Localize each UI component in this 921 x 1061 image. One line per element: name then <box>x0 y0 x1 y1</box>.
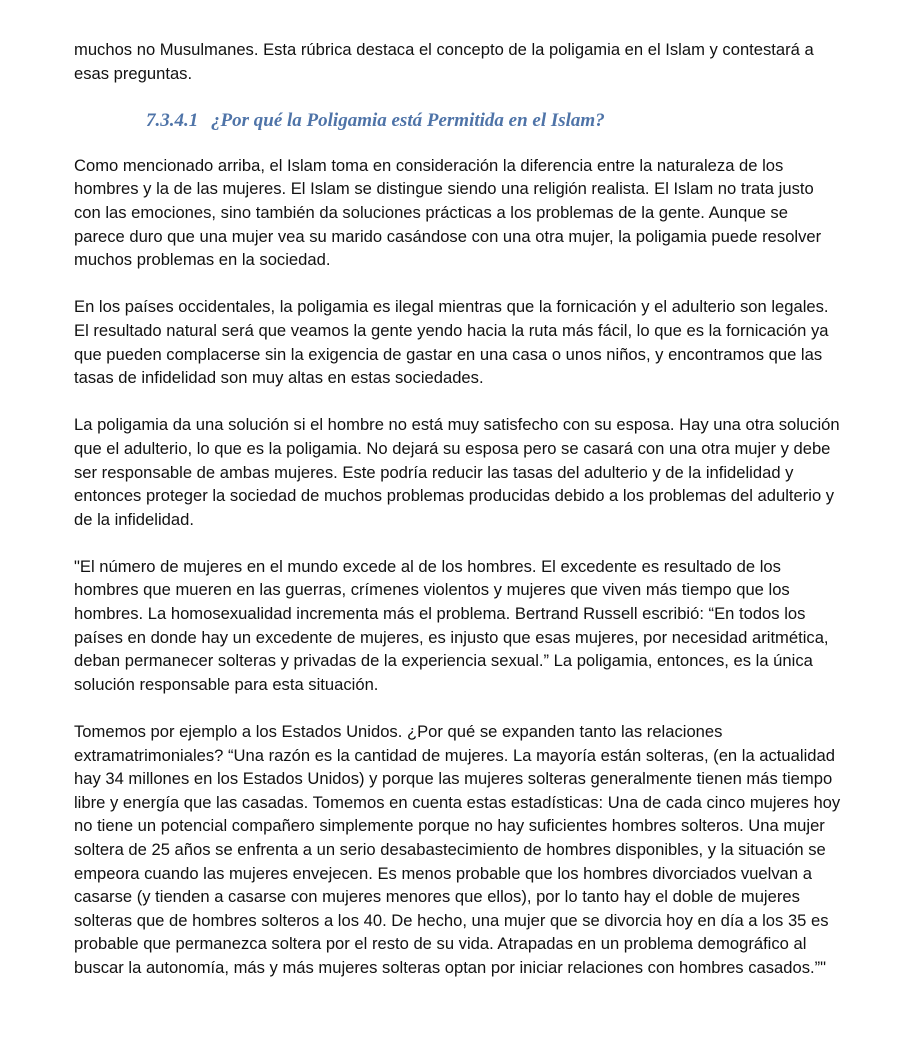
section-title: ¿Por qué la Poligamia está Permitida en el Islam? <box>211 109 605 131</box>
paragraph-3: La poligamia da una solución si el hombre no está muy satisfecho con su esposa. Hay una otra solución que el adulterio, lo que es la poligamia. No dejará su esposa pero se casará con una otra mujer y debe ser responsable de ambas mujeres. Este podría reducir las tasas del adulterio y de la infidelidad y entonces proteger la sociedad de muchos problemas producidas debido a los problemas del adulterio y de la infidelidad. <box>74 415 840 529</box>
section-heading <box>146 109 842 133</box>
intro-paragraph: muchos no Musulmanes. Esta rúbrica destaca el concepto de la poligamia en el Islam y contestará a esas preguntas. <box>74 40 814 83</box>
paragraph-2: En los países occidentales, la poligamia es ilegal mientras que la fornicación y el adulterio son legales. El resultado natural será que veamos la gente yendo hacia la ruta más fácil, lo que es la fornicación ya que pueden complacerse sin la exigencia de gastar en una casa o unos niños, y encontramos que las tasas de infidelidad son muy altas en estas sociedades. <box>74 297 829 388</box>
paragraph-1: Como mencionado arriba, el Islam toma en consideración la diferencia entre la naturaleza de los hombres y la de las mujeres. El Islam se distingue siendo una religión realista. El Islam no trata justo con las emociones, sino también da soluciones prácticas a los problemas de la gente. Aunque se parece duro que una mujer vea su marido casándose con una otra mujer, la poligamia puede resolver muchos problemas en la sociedad. <box>74 155 822 270</box>
paragraph-4: "El número de mujeres en el mundo excede al de los hombres. El excedente es resultado de los hombres que mueren en las guerras, crímenes violentos y mujeres que viven más tiempo que los hombres. La homosexualidad incrementa más el problema. Bertrand Russell escribió: “En todos los países en donde hay un excedente de mujeres, es injusto que esas mujeres, por necesidad aritmética, deban permanecer solteras y privadas de la experiencia sexual.” La poligamia, entonces, es la única solución responsable para esta situación. <box>74 556 829 694</box>
paragraph-5: Tomemos por ejemplo a los Estados Unidos. ¿Por qué se expanden tanto las relaciones extramatrimoniales? “Una razón es la cantidad de mujeres. La mayoría están solteras, (en la actualidad hay 34 millones en los Estados Unidos) y porque las mujeres solteras generalmente tienen más tiempo libre y energía que las casadas. Tomemos en cuenta estas estadísticas: Una de cada cinco mujeres hoy no tiene un potencial compañero simplemente porque no hay suficientes hombres solteros. Una mujer soltera de 25 años se enfrenta a un serio desabastecimiento de hombres disponibles, y la situación se empeora cuando las mujeres envejecen. Es menos probable que los hombres divorciados vuelvan a casarse (y tienden a casarse con mujeres menores que ellos), por lo tanto hay el doble de mujeres solteras que de hombres solteros a los 40. De hecho, una mujer que se divorcia hoy en día a los 35 es probable que permanezca soltera por el resto de su vida. Atrapadas en un problema demográfico al buscar la autonomía, más y más mujeres solteras optan por iniciar relaciones con hombres casados.”" <box>74 722 841 977</box>
document-page <box>74 38 842 1003</box>
section-number: 7.3.4.1 <box>146 109 199 131</box>
